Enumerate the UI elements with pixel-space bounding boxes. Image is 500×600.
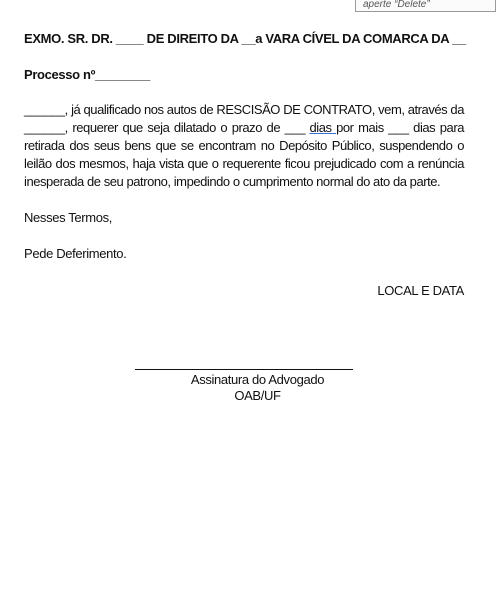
petition-body: [24, 101, 464, 191]
delete-hint-text: aperte “Delete”: [363, 0, 430, 10]
signature-label: Assinatura do Advogado: [190, 372, 325, 387]
closing-terms: Nesses Termos,: [24, 210, 113, 225]
petition-body-start: ______, já qualificado nos autos de RESCISÃO DE CONTRATO, vem, através da ______, requerer que seja dilatado o prazo de ___: [24, 102, 464, 135]
petition-body-end: por mais ___ dias para retirada dos seus bens que se encontram no Depósito Público, suspendendo o leilão dos mesmos, haja vista que o requerente ficou prejudicado com a renúncia inesperada de seu patrono, impedindo o cumprimento normal do ato da parte.: [24, 120, 464, 189]
local-and-date: LOCAL E DATA: [377, 283, 464, 298]
signature-block: [135, 372, 380, 404]
closing-request: Pede Deferimento.: [24, 246, 127, 261]
document-heading: EXMO. SR. DR. ____ DE DIREITO DA __a VARA CÍVEL DA COMARCA DA __: [24, 31, 466, 46]
spellcheck-word: dias: [309, 120, 337, 135]
signature-oab: OAB/UF: [234, 388, 281, 403]
process-number: Processo nº________: [24, 67, 151, 82]
signature-line: [135, 369, 353, 370]
delete-hint-box: [355, 0, 496, 12]
